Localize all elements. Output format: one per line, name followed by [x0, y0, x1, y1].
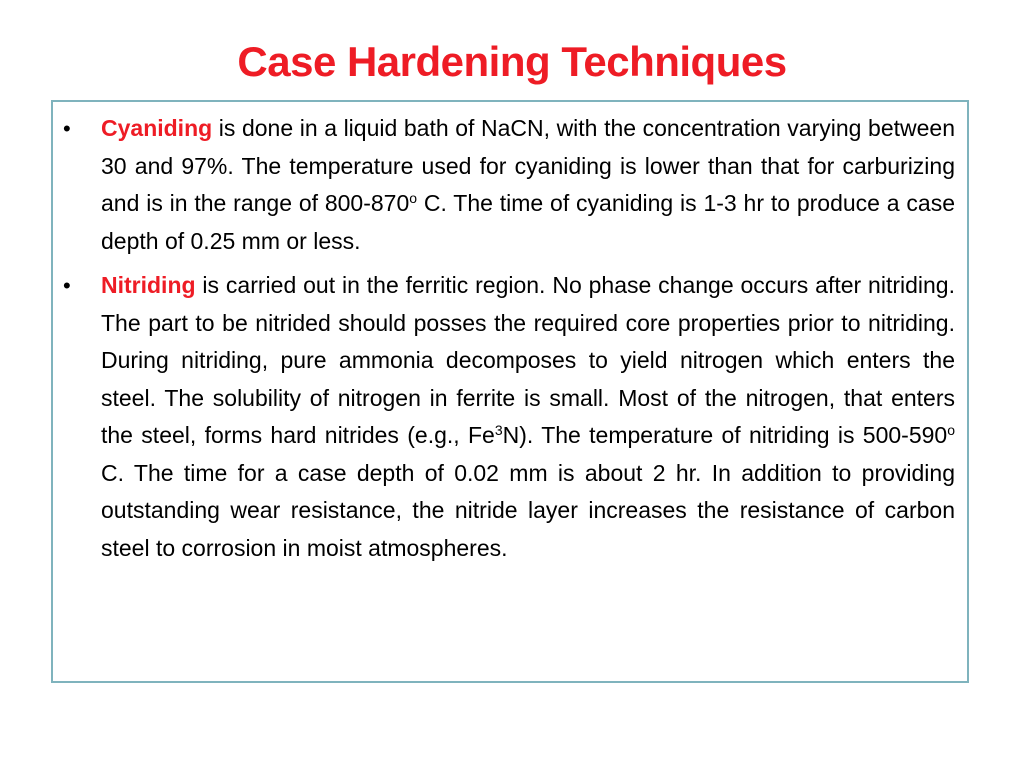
slide-title: Case Hardening Techniques: [237, 38, 787, 85]
term-nitriding: Nitriding: [101, 272, 196, 298]
bullet-text: N). The temperature of nitriding is 500-590: [502, 422, 948, 448]
degree-superscript: o: [947, 422, 955, 438]
bullet-text: is done in a liquid bath of NaCN, with the concentration varying between 30 and 97%. The temperature used for cyaniding is lower than that for carburizing and is in the range of 800-870: [101, 115, 955, 216]
term-cyaniding: Cyaniding: [101, 115, 213, 141]
degree-superscript: o: [409, 190, 418, 206]
subscript-superscript: 3: [494, 422, 503, 438]
bullet-text: is carried out in the ferritic region. No phase change occurs after nitriding. The part to be nitrided should posses the required core properties prior to nitriding. During nitriding, pure ammonia decomposes to yield nitrogen which enters the steel. The solubility of nitrogen in ferrite is small. Most of the nitrogen, that enters the steel, forms hard nitrides (e.g., Fe: [101, 272, 955, 448]
bullet-list: [53, 102, 967, 567]
bullet-item-nitriding: [63, 267, 955, 567]
bullet-icon: •: [63, 116, 71, 141]
bullet-text: C. The time for a case depth of 0.02 mm is about 2 hr. In addition to providing outstanding wear resistance, the nitride layer increases the resistance of carbon steel to corrosion in moist atmospheres.: [101, 459, 955, 561]
bullet-icon: •: [63, 273, 71, 298]
bullet-item-cyaniding: [63, 110, 955, 260]
bullet-text: C. The time of cyaniding is 1-3 hr to produce a case depth of 0.25 mm or less.: [101, 190, 955, 254]
content-box: [51, 100, 969, 683]
